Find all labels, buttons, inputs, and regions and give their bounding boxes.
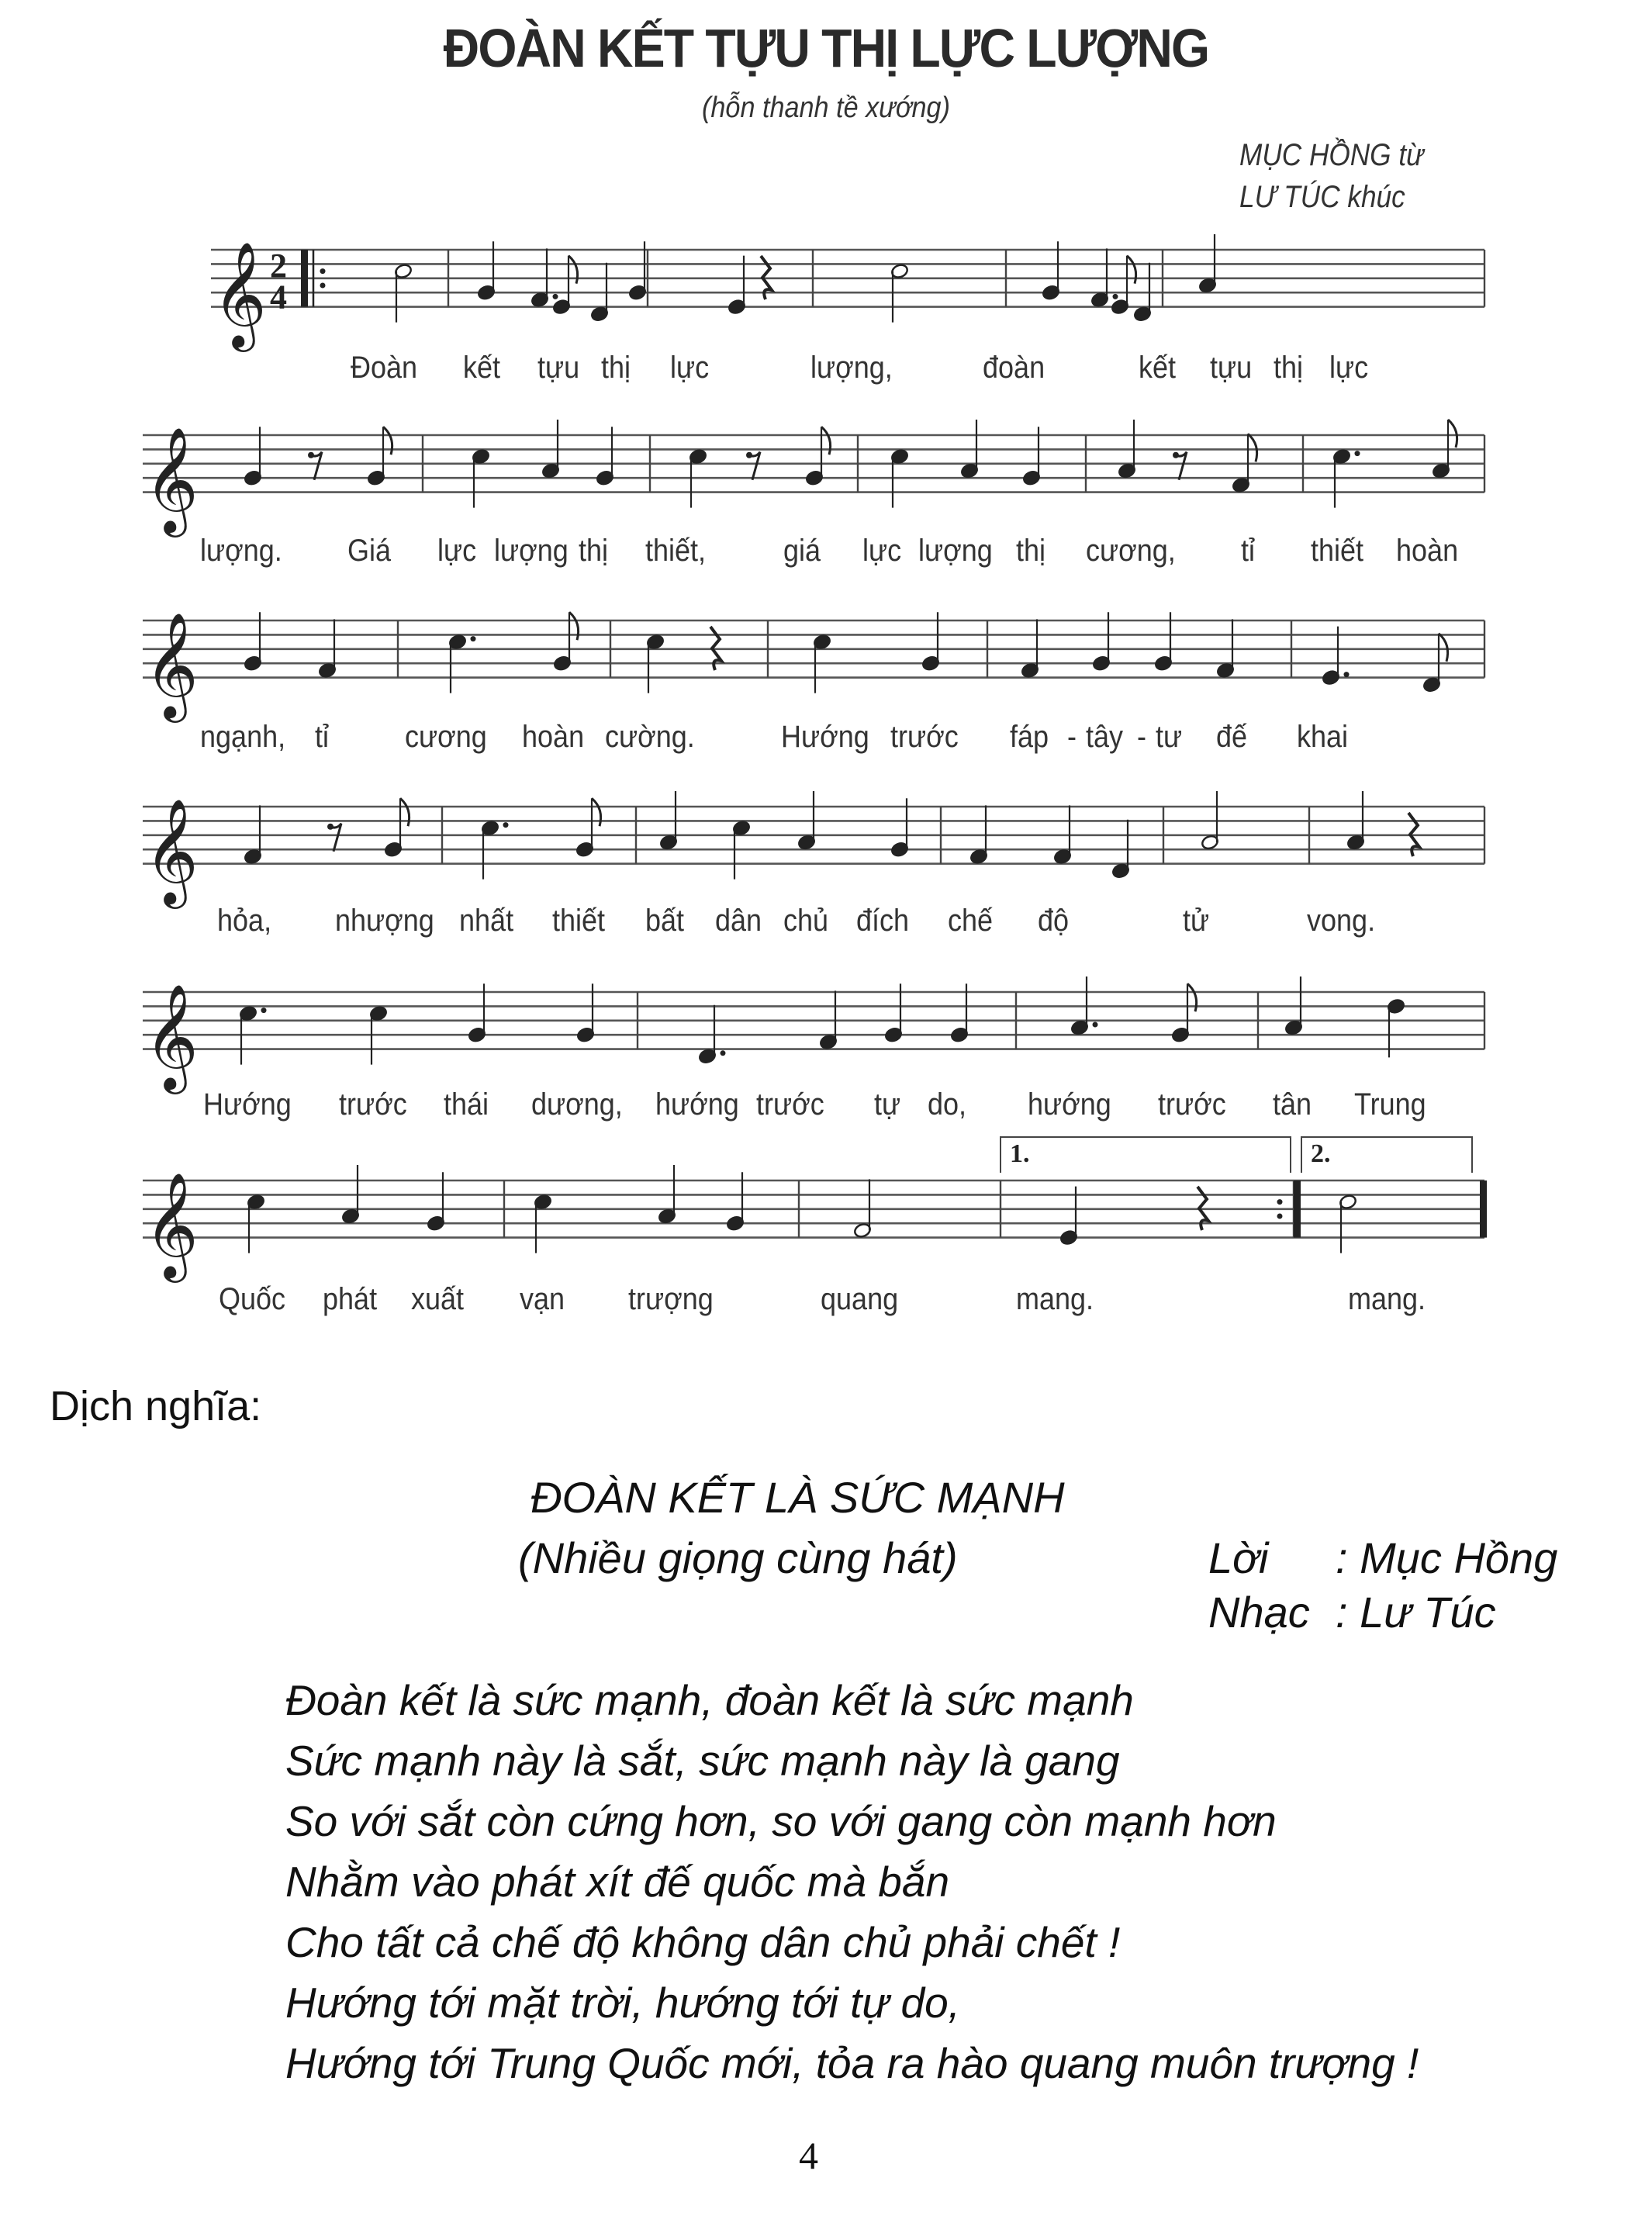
lyric-syllable: đích <box>856 904 910 938</box>
svg-text:2.: 2. <box>1311 1139 1331 1168</box>
lyric-syllable: lực <box>670 351 710 385</box>
lyric-syllable: bất <box>645 904 685 938</box>
lyric-syllable: tựu <box>1210 351 1253 385</box>
lyric-syllable: trượng <box>628 1282 714 1316</box>
lyric-syllable: vạn <box>520 1282 565 1316</box>
lyric-syllable: thái <box>444 1087 489 1122</box>
lyric-syllable: thị <box>601 351 631 385</box>
lyric-syllable: hoàn <box>1396 534 1459 568</box>
lyric-syllable: lượng <box>918 534 993 568</box>
translation-title: ĐOÀN KẾT LÀ SỨC MẠNH <box>531 1473 1065 1522</box>
lyric-syllable: cường. <box>605 720 695 754</box>
lyric-syllable: tựu <box>537 351 580 385</box>
lyric-syllable: ngạnh, <box>200 720 286 754</box>
lyric-syllable: hỏa, <box>217 904 272 938</box>
lyric-syllable: kết <box>1139 351 1177 385</box>
lyric-syllable: Hướng <box>781 720 869 754</box>
lyric-syllable: lượng <box>494 534 569 568</box>
lyric-syllable: trước <box>756 1087 824 1122</box>
page-number: 4 <box>799 2134 818 2177</box>
lyric-syllable: nhất <box>459 904 514 938</box>
lyric-syllable: trước <box>890 720 959 754</box>
lyric-syllable: nhượng <box>335 904 434 938</box>
lyric-syllable: thị <box>1274 351 1304 385</box>
lyric-syllable: tự <box>874 1087 901 1122</box>
lyric-syllable: tây <box>1086 720 1124 754</box>
treble-clef-icon: 𝄞 <box>144 1170 199 1278</box>
treble-clef-icon: 𝄞 <box>144 610 199 718</box>
lyric-syllable: Quốc <box>219 1282 286 1316</box>
lyric-syllable: hướng <box>655 1087 739 1122</box>
lyric-syllable: đoàn <box>983 351 1045 385</box>
svg-text:4: 4 <box>270 278 287 316</box>
lyric-syllable: Hướng <box>203 1087 292 1122</box>
translation-heading: Dịch nghĩa: <box>50 1383 262 1429</box>
lyric-syllable: Giá <box>347 534 392 568</box>
lyric-syllable: mang. <box>1348 1282 1426 1316</box>
lyric-syllable: độ <box>1038 904 1070 938</box>
lyric-syllable: - <box>1067 720 1077 754</box>
lyric-syllable: mang. <box>1016 1282 1094 1316</box>
lyric-syllable: tân <box>1273 1087 1312 1122</box>
lyric-syllable: Trung <box>1354 1087 1426 1122</box>
lyric-syllable: lượng, <box>810 351 893 385</box>
lyric-syllable: thiết <box>1311 534 1364 568</box>
verse-line: Đoàn kết là sức mạnh, đoàn kết là sức mạnh <box>285 1676 1134 1724</box>
composer-value: : Lư Túc <box>1336 1588 1496 1637</box>
lyric-syllable: thị <box>1016 534 1046 568</box>
lyric-syllable: thị <box>579 534 609 568</box>
lyric-syllable: cương, <box>1086 534 1176 568</box>
lyric-syllable: trước <box>1158 1087 1226 1122</box>
lyric-syllable: đế <box>1216 720 1248 754</box>
lyric-syllable: kết <box>463 351 501 385</box>
lyric-syllable: phát <box>323 1282 378 1316</box>
lyric-syllable: lực <box>862 534 902 568</box>
translation-subtitle: (Nhiều giọng cùng hát) <box>518 1533 958 1582</box>
lyricist-value: : Mục Hồng <box>1336 1533 1558 1582</box>
song-title: ĐOÀN KẾT TỰU THỊ LỰC LƯỢNG <box>443 18 1209 78</box>
verse-line: Sức mạnh này là sắt, sức mạnh này là gang <box>285 1737 1120 1785</box>
lyric-syllable: cương <box>405 720 487 754</box>
lyric-syllable: tử <box>1183 904 1210 938</box>
lyric-syllable: thiết, <box>645 534 707 568</box>
lyric-syllable: hoàn <box>522 720 585 754</box>
lyric-syllable: fáp <box>1010 720 1049 754</box>
treble-clef-icon: 𝄞 <box>213 240 267 347</box>
lyric-syllable: thiết <box>552 904 606 938</box>
svg-text:2: 2 <box>270 247 287 285</box>
treble-clef-icon: 𝄞 <box>144 425 199 533</box>
composer-label: Nhạc <box>1208 1588 1310 1637</box>
lyric-syllable: trước <box>339 1087 407 1122</box>
lyric-syllable: do, <box>928 1087 967 1122</box>
lyric-syllable: lực <box>437 534 477 568</box>
lyric-syllable: xuất <box>411 1282 465 1316</box>
lyric-syllable: tỉ <box>315 720 329 754</box>
lyric-syllable: lực <box>1329 351 1369 385</box>
treble-clef-icon: 𝄞 <box>144 982 199 1090</box>
lyric-syllable: vong. <box>1307 904 1376 938</box>
lyric-syllable: hướng <box>1028 1087 1111 1122</box>
lyric-syllable: tỉ <box>1241 534 1255 568</box>
lyric-syllable: tư <box>1156 720 1183 754</box>
lyric-syllable: - <box>1137 720 1146 754</box>
lyricist-credit: MỤC HỒNG từ <box>1239 138 1424 172</box>
verse-line: Hướng tới Trung Quốc mới, tỏa ra hào quang muôn trượng ! <box>285 2039 1419 2087</box>
lyric-syllable: giá <box>783 534 821 568</box>
lyric-syllable: chủ <box>783 904 829 938</box>
lyric-syllable: dân <box>715 904 762 938</box>
treble-clef-icon: 𝄞 <box>144 797 199 904</box>
lyricist-label: Lời <box>1208 1533 1269 1582</box>
lyric-syllable: chế <box>948 904 994 938</box>
song-subtitle: (hỗn thanh tề xướng) <box>702 92 950 124</box>
verse-line: Nhằm vào phát xít đế quốc mà bắn <box>285 1858 950 1906</box>
lyric-syllable: dương, <box>531 1087 623 1122</box>
svg-text:1.: 1. <box>1010 1139 1030 1168</box>
verse-line: So với sắt còn cứng hơn, so với gang còn mạnh hơn <box>285 1797 1277 1845</box>
verse-line: Cho tất cả chế độ không dân chủ phải chết ! <box>285 1918 1121 1966</box>
lyric-syllable: lượng. <box>200 534 282 568</box>
lyric-syllable: Đoàn <box>351 351 418 385</box>
composer-credit: LƯ TÚC khúc <box>1239 180 1405 214</box>
lyric-syllable: quang <box>821 1282 899 1316</box>
lyric-syllable: khai <box>1297 720 1349 754</box>
verse-line: Hướng tới mặt trời, hướng tới tự do, <box>285 1979 960 2027</box>
